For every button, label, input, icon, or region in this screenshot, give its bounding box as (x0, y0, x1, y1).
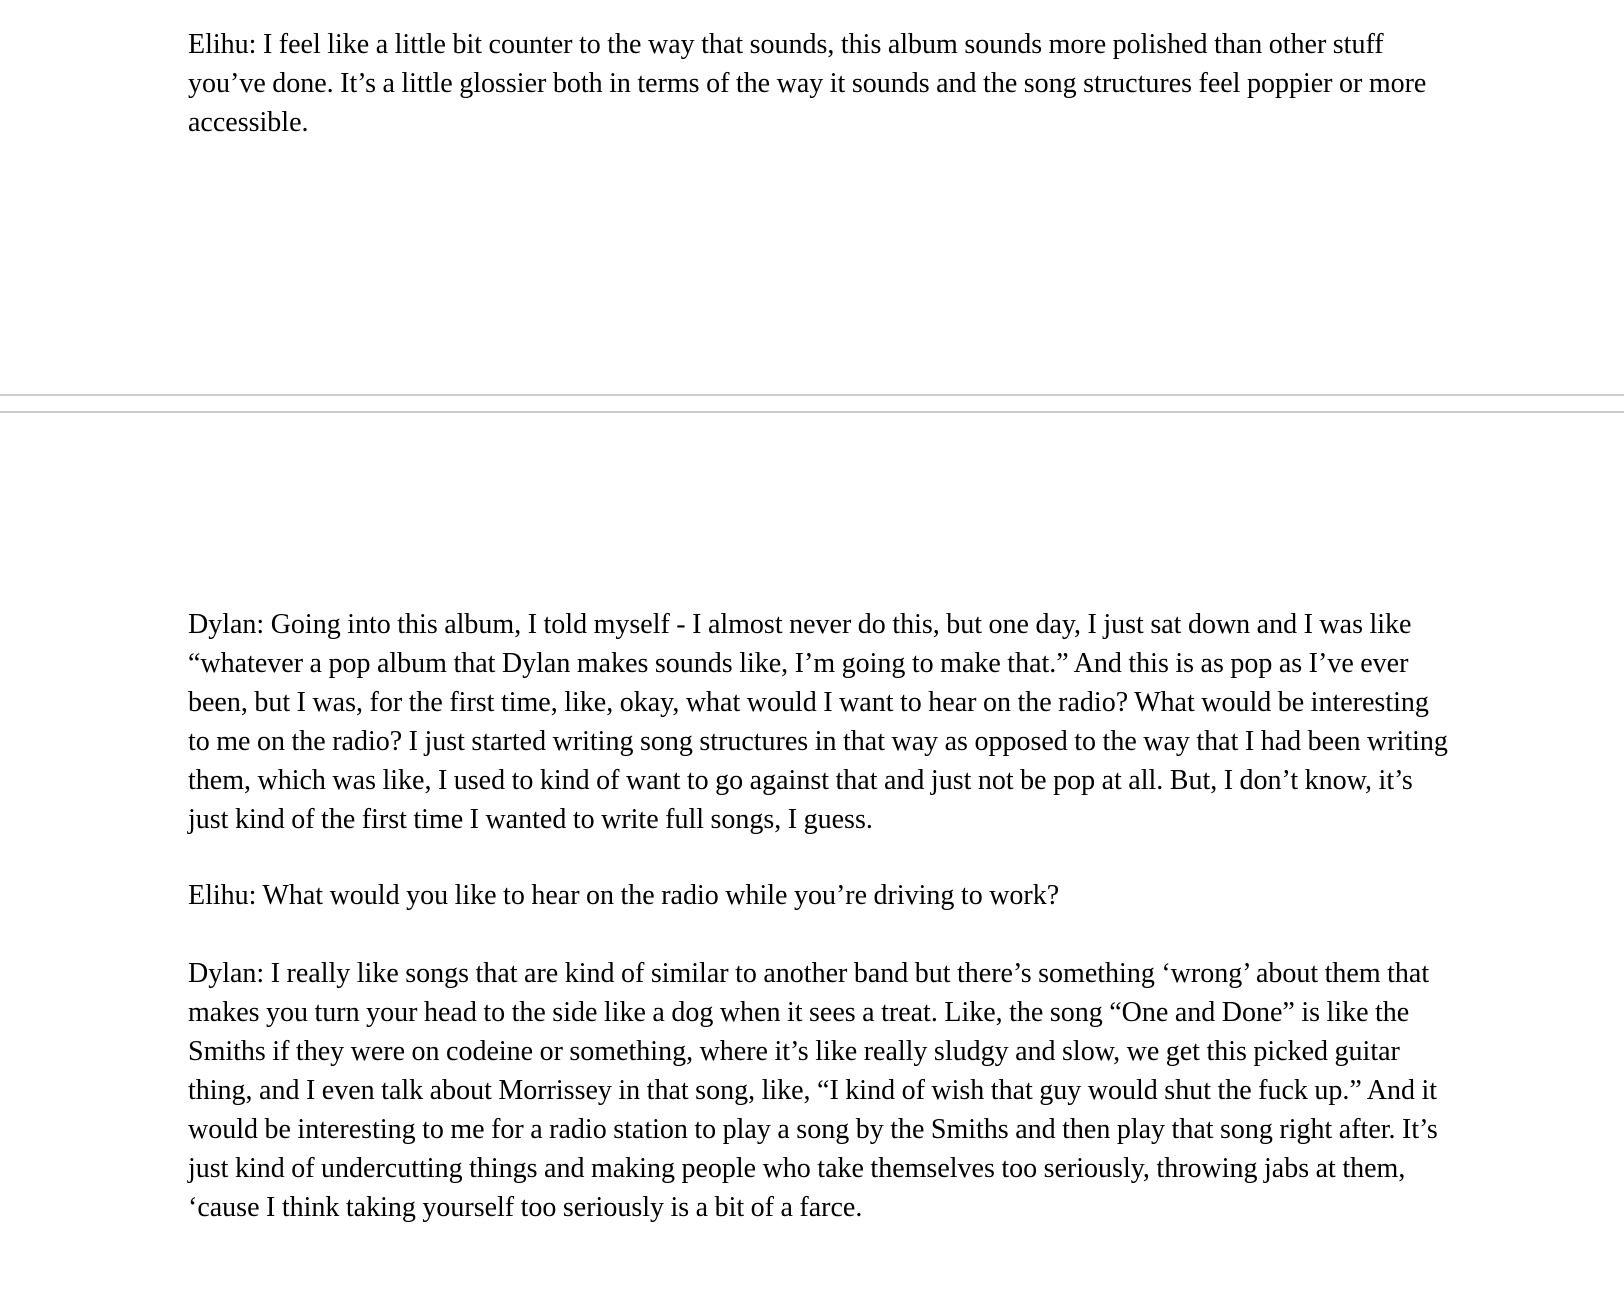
paragraph-dylan-answer-1: Dylan: Going into this album, I told myself - I almost never do this, but one day, I just sat down and I was like “whatever a pop album that Dylan makes sounds like, I’m going to make that.” And this is as pop as I’ve ever been, but I was, for the first time, like, okay, what would I want to hear on the radio? What would be interesting to me on the radio? I just started writing song structures in that way as opposed to the way that I had been writing them, which was like, I used to kind of want to go against that and just not be pop at all. But, I don’t know, it’s just kind of the first time I wanted to write full songs, I guess. (188, 609, 1448, 835)
paragraph-dylan-answer-2: Dylan: I really like songs that are kind of similar to another band but there’s something ‘wrong’ about them that makes you turn your head to the side like a dog when it sees a treat. Like, the song “One and Done” is like the Smiths if they were on codeine or something, where it’s like really sludgy and slow, we get this picked guitar thing, and I even talk about Morrissey in that song, like, “I kind of wish that guy would shut the fuck up.” And it would be interesting to me for a radio station to play a song by the Smiths and then play that song right after. It’s just kind of undercutting things and making people who take themselves too seriously, throwing jabs at them, ‘cause I think taking yourself too seriously is a bit of a farce. (188, 958, 1438, 1223)
paragraph-elihu-question-1: Elihu: I feel like a little bit counter to the way that sounds, this album sounds more polished than other stuff you’ve done. It’s a little glossier both in terms of the way it sounds and the song structures feel poppier or more accessible. (188, 29, 1427, 138)
document-page-1 (0, 0, 1624, 394)
paragraph-elihu-question-2: Elihu: What would you like to hear on the radio while you’re driving to work? (188, 880, 1060, 911)
page-break (0, 394, 1624, 413)
